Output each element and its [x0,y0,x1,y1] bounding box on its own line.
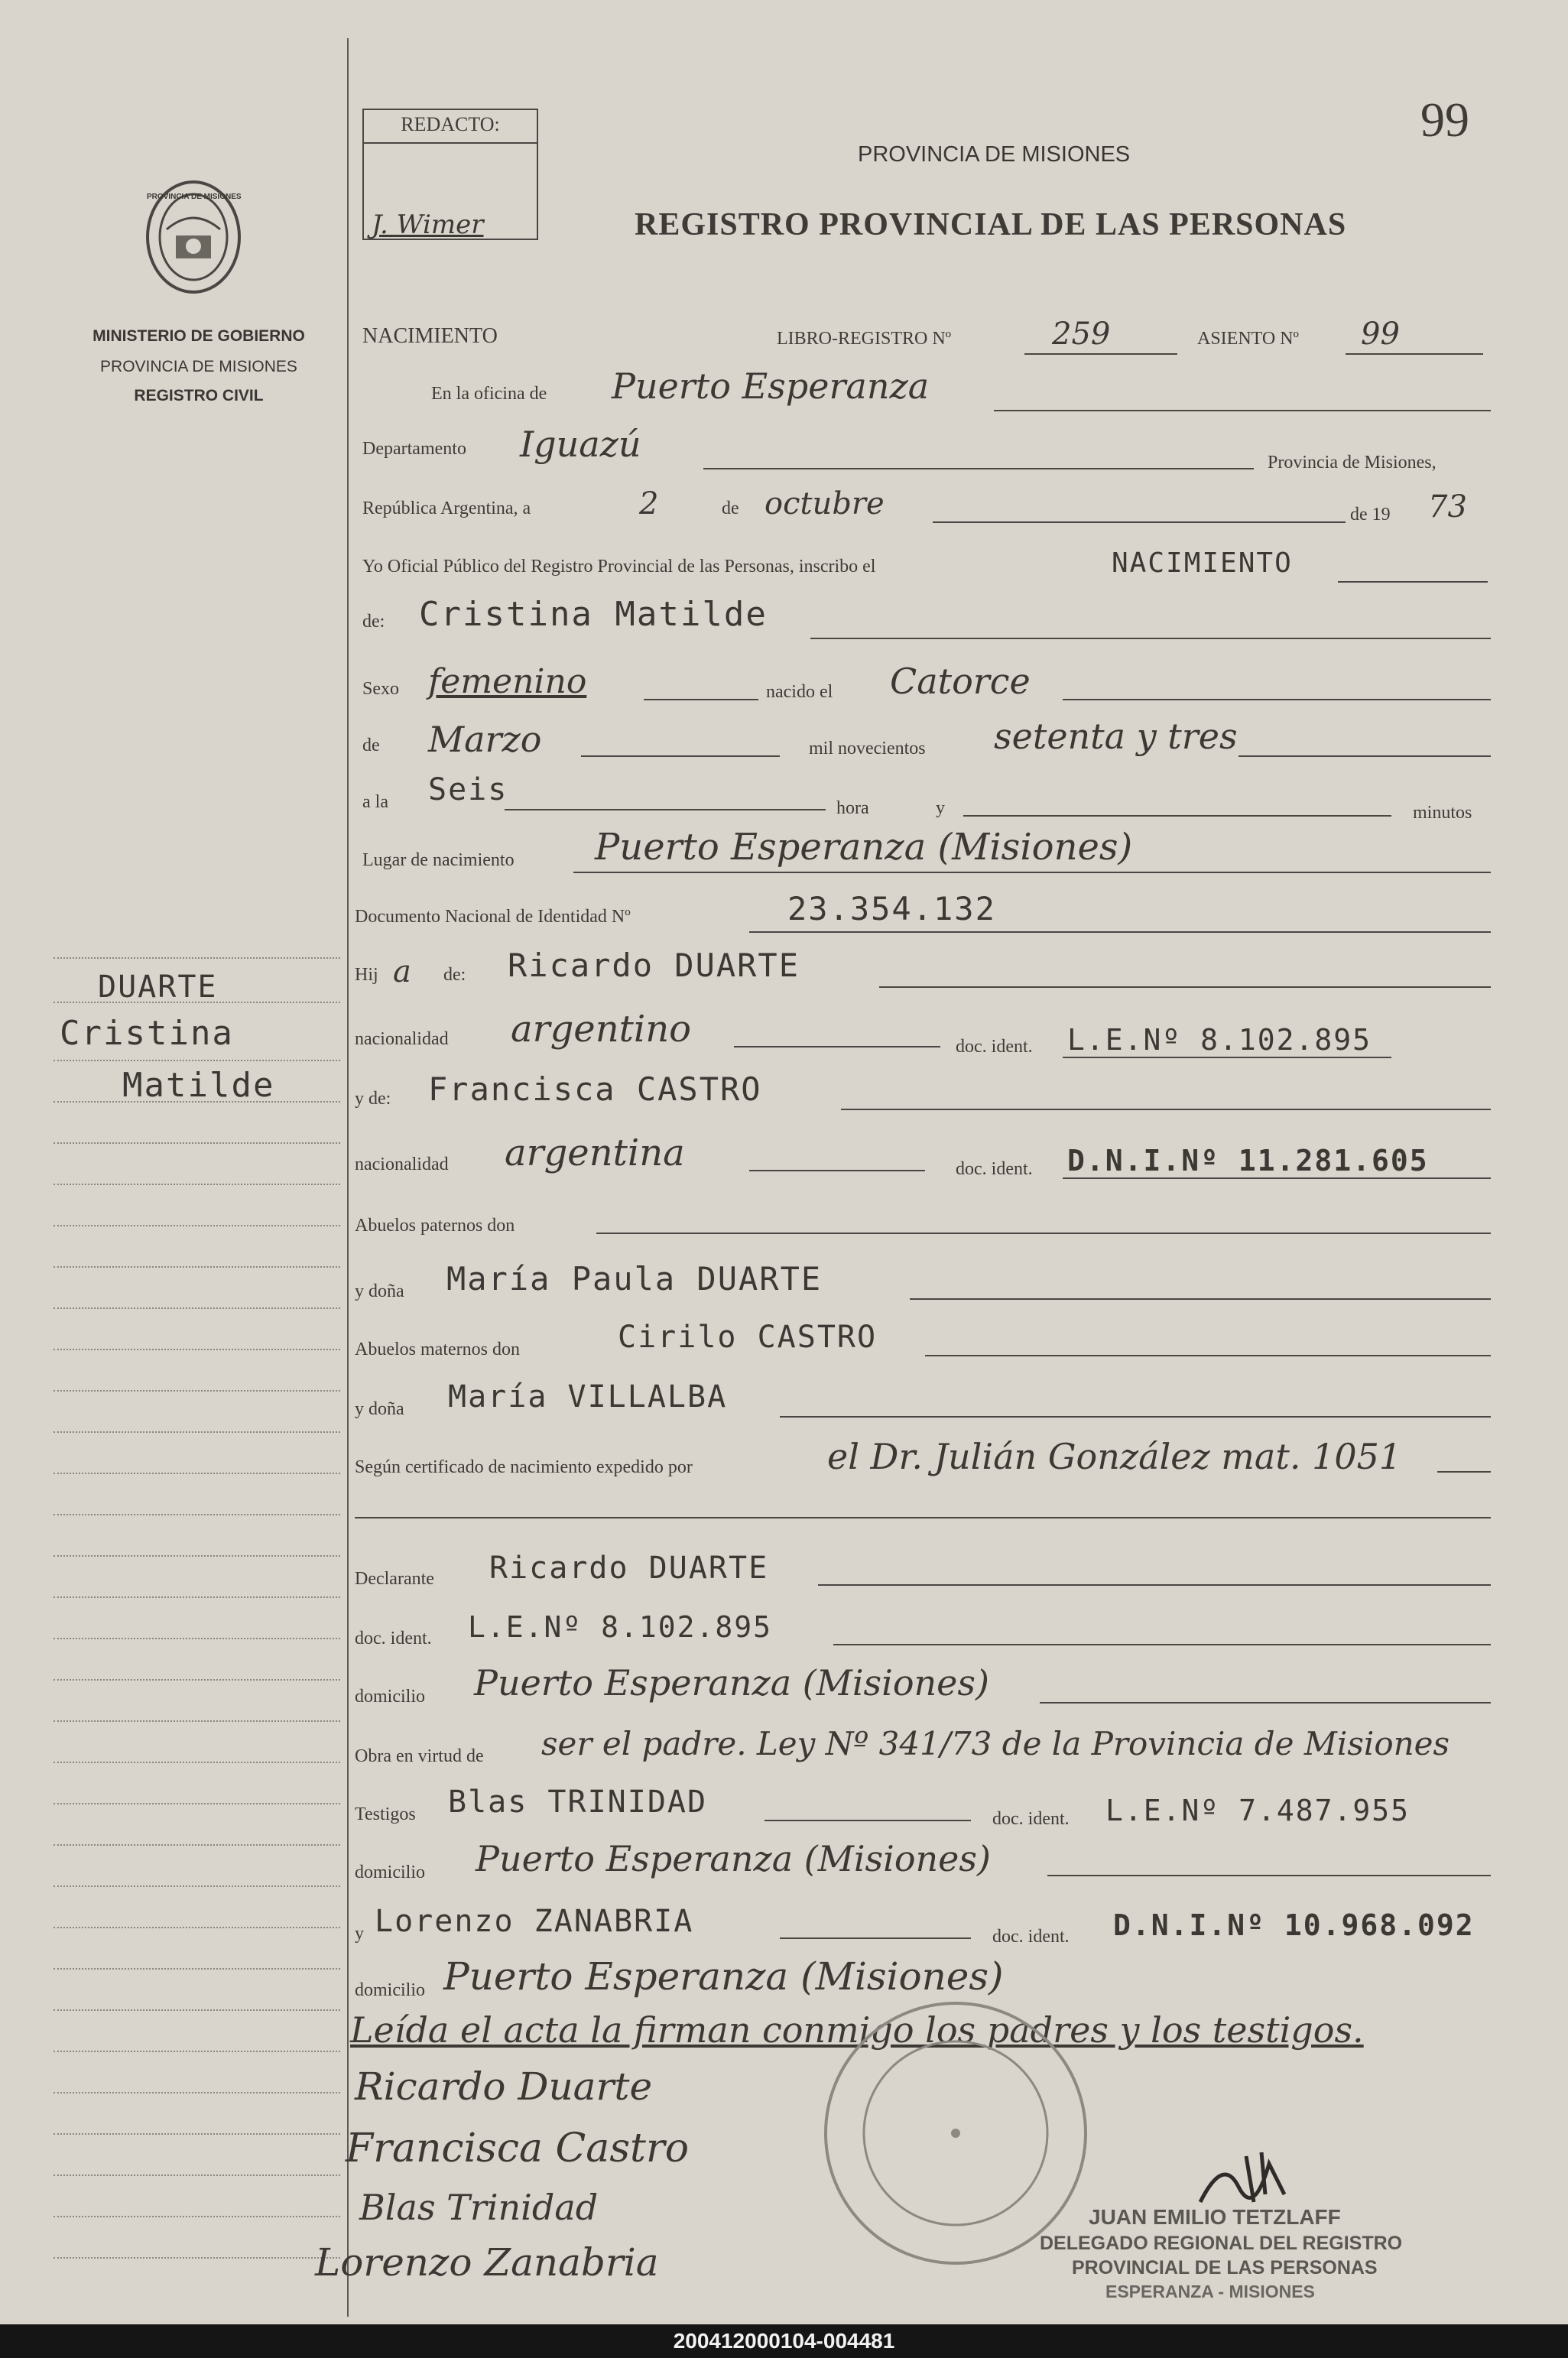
father-nat-value: argentino [511,1008,692,1051]
dept-value: Iguazú [520,424,641,465]
cert-label: Según certificado de nacimiento expedido por [355,1457,693,1477]
father-doc-label: doc. ident. [956,1037,1033,1057]
libro-label: LIBRO-REGISTRO Nº [777,329,952,349]
year-value: 73 [1428,489,1467,525]
republic-label: República Argentina, a [362,499,531,518]
redacto-signature: J. Wimer [372,209,484,240]
testigo1-doc-value: L.E.Nº 7.487.955 [1105,1794,1411,1827]
libro-value: 259 [1052,317,1111,352]
margin-divider [347,38,349,2317]
mother-doc-label: doc. ident. [956,1159,1033,1179]
testigo1-name: Blas TRINIDAD [448,1785,708,1820]
testigo1-doc-label: doc. ident. [992,1809,1070,1829]
minutos-label: minutos [1413,803,1472,823]
mil-novecientos-label: mil novecientos [809,739,926,758]
lugar-value: Puerto Esperanza (Misiones) [595,826,1133,869]
hora-label: hora [836,798,869,818]
born-year-value: setenta y tres [994,716,1238,757]
signature-mother: Francisca Castro [346,2126,690,2171]
signature-father: Ricardo Duarte [355,2064,653,2109]
decl-doc-label: doc. ident. [355,1629,432,1648]
father-name: Ricardo DUARTE [508,947,800,984]
y-label: y [936,798,945,818]
margin-name-1: Cristina [60,1014,234,1053]
mother-nat-label: nacionalidad [355,1155,449,1174]
asiento-value: 99 [1361,317,1400,352]
margin-surname: DUARTE [98,970,218,1005]
act-value: NACIMIENTO [1112,547,1293,579]
de-label: de [722,499,739,518]
redacto-label: REDACTO: [364,113,537,144]
abuela-pat-label: y doña [355,1281,404,1301]
mother-nat-value: argentina [505,1132,685,1174]
testigo2-y-label: y [355,1924,364,1944]
sexo-label: Sexo [362,679,399,699]
year-label: de 19 [1350,505,1391,525]
registry-heading: REGISTRO PROVINCIAL DE LAS PERSONAS [635,207,1347,242]
month-de-label: de [362,736,380,755]
hija-de-label: de: [443,965,466,985]
ministry-label: MINISTERIO DE GOBIERNO [93,327,305,345]
decl-doc-value: L.E.Nº 8.102.895 [468,1610,773,1644]
child-name: Cristina Matilde [419,595,768,634]
testigo2-dom-value: Puerto Esperanza (Misiones) [443,1954,1004,1999]
asiento-label: ASIENTO Nº [1197,329,1299,349]
mother-de-label: y de: [355,1089,391,1109]
ala-label: a la [362,792,388,812]
closing-text: Leída el acta la firman conmigo los padres y los testigos. [350,2009,1364,2051]
dni-value: 23.354.132 [787,890,996,927]
testigo1-dom-value: Puerto Esperanza (Misiones) [476,1838,991,1879]
mother-name: Francisca CASTRO [428,1070,762,1108]
father-nat-label: nacionalidad [355,1029,449,1049]
abuelos-mat-label: Abuelos maternos don [355,1340,520,1359]
signature-witness-1: Blas Trinidad [359,2187,599,2228]
decl-dom-label: domicilio [355,1687,425,1707]
testigo2-dom-label: domicilio [355,1980,425,2000]
statement-text: Yo Oficial Público del Registro Provincial de las Personas, inscribo el [362,557,876,577]
sexo-value: femenino [428,662,587,701]
office-label: En la oficina de [431,384,547,404]
seal-top-text: PROVINCIA DE MISIONES [147,193,242,201]
signature-witness-2: Lorenzo Zanabria [315,2240,659,2285]
testigo1-dom-label: domicilio [355,1863,425,1882]
official-signature-icon [1193,2149,1300,2210]
hija-suffix: a [393,954,411,989]
mother-doc-value: D.N.I.Nº 11.281.605 [1067,1144,1429,1177]
testigo2-name: Lorenzo ZANABRIA [375,1904,694,1939]
civil-registry-label: REGISTRO CIVIL [134,387,264,404]
father-doc-value: L.E.Nº 8.102.895 [1067,1023,1372,1057]
cert-value: el Dr. Julián González mat. 1051 [827,1436,1402,1477]
declarante-value: Ricardo DUARTE [489,1551,769,1586]
record-type-label: NACIMIENTO [362,324,498,348]
obra-value: ser el padre. Ley Nº 341/73 de la Provincia de Misiones [541,1725,1450,1762]
official-title-1: DELEGADO REGIONAL DEL REGISTRO [1040,2233,1403,2254]
born-day-value: Catorce [890,661,1031,702]
abuelos-pat-label: Abuelos paternos don [355,1216,515,1236]
official-title-3: ESPERANZA - MISIONES [1105,2282,1315,2301]
page-number: 99 [1420,93,1469,147]
margin-name-2: Matilde [122,1066,275,1105]
abuela-mat-value: María VILLALBA [448,1379,728,1414]
decl-dom-value: Puerto Esperanza (Misiones) [474,1662,989,1704]
abuela-pat-value: María Paula DUARTE [446,1260,823,1298]
official-name: JUAN EMILIO TETZLAFF [1089,2205,1341,2229]
hija-label: Hij [355,965,378,985]
abuela-mat-label: y doña [355,1399,404,1419]
hour-value: Seis [428,772,508,807]
office-value: Puerto Esperanza [612,365,930,407]
de-colon-label: de: [362,612,385,632]
month-value: octubre [765,486,885,521]
image-id-bar: 200412000104-004481 [0,2324,1568,2358]
testigo2-doc-label: doc. ident. [992,1927,1070,1947]
lugar-label: Lugar de nacimiento [362,850,515,870]
testigo2-doc-value: D.N.I.Nº 10.968.092 [1113,1908,1475,1942]
nacido-label: nacido el [766,682,833,702]
dept-label: Departamento [362,439,466,459]
redacto-box [362,109,538,240]
province-heading: PROVINCIA DE MISIONES [858,142,1131,167]
obra-label: Obra en virtud de [355,1746,484,1766]
declarante-label: Declarante [355,1569,434,1589]
abuelo-mat-value: Cirilo CASTRO [618,1320,878,1355]
province-suffix: Provincia de Misiones, [1268,453,1437,473]
testigos-label: Testigos [355,1804,416,1824]
born-month-value: Marzo [428,719,542,760]
dni-label: Documento Nacional de Identidad Nº [355,907,631,927]
day-value: 2 [639,486,659,521]
official-title-2: PROVINCIAL DE LAS PERSONAS [1072,2257,1378,2278]
province-label: PROVINCIA DE MISIONES [100,358,297,375]
